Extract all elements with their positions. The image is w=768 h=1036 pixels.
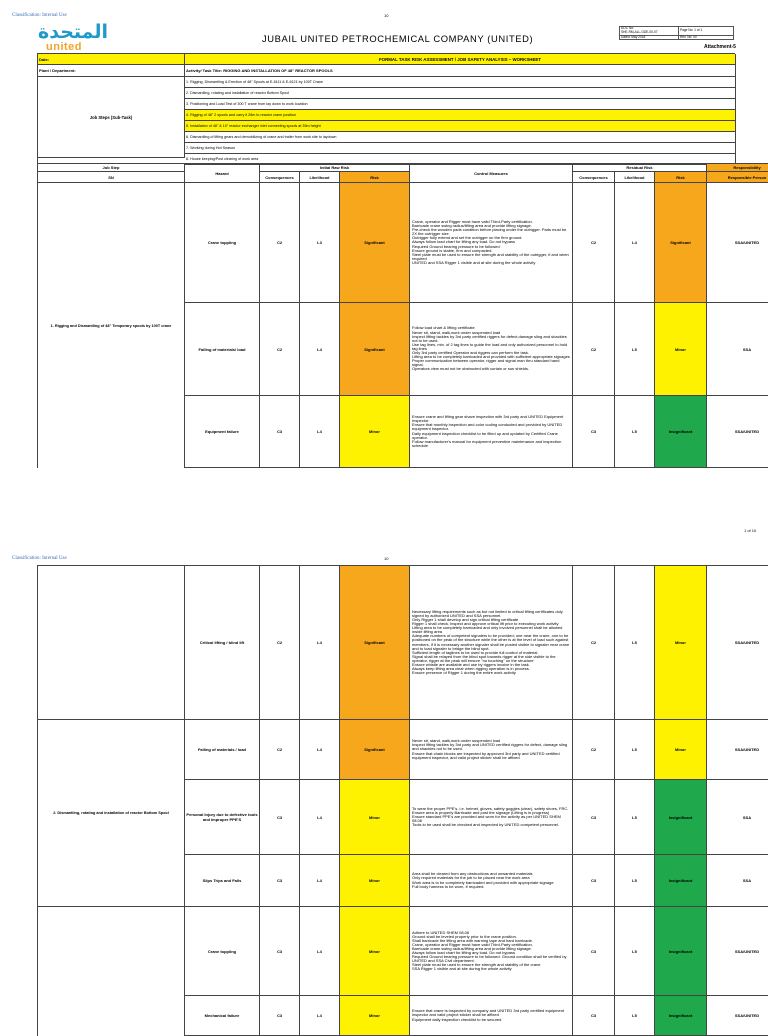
residual-likelihood-cell: L5 [615, 907, 655, 996]
classification-label-page-2: Classification: Internal Use [12, 556, 67, 561]
page-marker: 10 [384, 13, 389, 18]
doc-number: DOC No: SHE-RM-ALL-GDE-00-07 [620, 27, 679, 36]
residual-risk-cell: Significant [655, 183, 707, 303]
residual-likelihood-cell: L5 [615, 996, 655, 1036]
consequence-cell: C3 [260, 780, 300, 855]
logo-arabic-text: المتحدة [38, 21, 109, 43]
header-consequences: Consequences [260, 172, 300, 183]
control-measures-text: To wear the proper PPE's. i.e. helmet, gloves, safety goggles (clear), safety shoes, FRC. Ensure area is properly Barricade and post the signage (Lifting is in progress) Ensure standard PPE's are provided and worn for the activity as per UNITED SHEM 08.06 Tools to be used shall be checked and inspected by UNITED competent personnel. [412, 805, 569, 828]
page-count: 1 of 10 [744, 528, 757, 533]
doc-revision: Rev. No: 00 [679, 35, 734, 40]
residual-consequence-cell: C3 [573, 780, 615, 855]
company-logo [38, 21, 109, 53]
likelihood-cell: L4 [300, 855, 340, 907]
worksheet-header [37, 53, 735, 165]
likelihood-cell: L4 [300, 396, 340, 468]
residual-consequence-cell: C2 [573, 303, 615, 396]
control-measures-text: Area shall be cleared from any obstructions and unwanted materials Only required materials for the job to be placed near the work area Work area is to be completely barricaded and provided with appropriate signage Full body harness to be worn, if required. [412, 871, 554, 889]
residual-consequence-cell: C3 [573, 396, 615, 468]
attachment-label: Attachment-5 [704, 44, 736, 50]
header-residual-likelihood: Likelihood [615, 172, 655, 183]
company-name: JUBAIL UNITED PETROCHEMICAL COMPANY (UNITED) [262, 33, 534, 44]
likelihood-cell: L4 [300, 780, 340, 855]
page-number: Page No: 1 of 1 [679, 27, 734, 36]
likelihood-cell: L4 [300, 996, 340, 1036]
task-title: Activity/ Task Title: RIGGING AND INSTALLATION OF 48" REACTOR SPOOLS [185, 65, 736, 77]
residual-consequence-cell: C2 [573, 566, 615, 720]
residual-consequence-cell: C3 [573, 907, 615, 996]
doc-info-box [619, 26, 734, 40]
job-step-2-label: 2. Dismantling, rotating and installation of reactor Bottom Spool [38, 720, 185, 907]
residual-likelihood-cell: L5 [615, 303, 655, 396]
job-steps-list [185, 77, 736, 165]
logo-english-text: united [46, 41, 82, 53]
date-label: Date: [38, 54, 185, 65]
control-measures-cell [410, 780, 573, 855]
residual-risk-cell: Insignificant [655, 396, 707, 468]
consequence-cell: C3 [260, 855, 300, 907]
consequence-cell: C2 [260, 183, 300, 303]
residual-risk-cell: Insignificant [655, 907, 707, 996]
risk-cell: Minor [340, 396, 410, 468]
job-step-item: 4. Rigging of 48" 2 spools and carry it 28m to reactor crane position [185, 110, 735, 121]
hazard-cell: Personal Injury due to defective tools and improper PPE'S [185, 780, 260, 855]
job-step-item: 2. Dismantling, rotating and installation of reactor Bottom Spool [185, 88, 735, 99]
responsible-person-cell: SSA/UNITED [707, 396, 768, 468]
hazard-cell: Equipment failure [185, 396, 260, 468]
header-residual-risk: Residual Risk [573, 164, 707, 172]
risk-cell: Significant [340, 720, 410, 780]
consequence-cell: C3 [260, 996, 300, 1036]
residual-risk-cell: Insignificant [655, 855, 707, 907]
control-measures-cell [410, 907, 573, 996]
control-measures-text: Ensure crane and lifting gear shave inspection with 3rd party and UNITED Equipment Inspector. Ensure that monthly inspection and color coding conducted and provided by UNITED equipment inspector. Daily equipment inspection checklist to be filled up and updated by Certified Crane operator. Follow manufacturer's manual for equipment preventive maintenance and inspection schedule [412, 414, 564, 448]
header-residual-risk-level: Risk [655, 172, 707, 183]
hazard-cell: Slips Trips and Falls [185, 855, 260, 907]
hazard-cell: Falling of materials / load [185, 720, 260, 780]
residual-consequence-cell: C3 [573, 855, 615, 907]
residual-risk-cell: Insignificant [655, 780, 707, 855]
consequence-cell: C3 [260, 396, 300, 468]
residual-risk-cell: Minor [655, 566, 707, 720]
header-job-step: Job Step [38, 164, 185, 172]
classification-label: Classification: Internal Use [12, 13, 67, 18]
job-step-item: 6. Dismantling of lifting gears and demobilizing of crane and trailer from work site to laydown [185, 132, 735, 143]
likelihood-cell: L3 [300, 183, 340, 303]
control-measures-cell [410, 183, 573, 303]
risk-cell: Minor [340, 855, 410, 907]
header-initial-raw-risk: Initial Raw Risk [260, 164, 410, 172]
risk-cell: Minor [340, 907, 410, 996]
residual-consequence-cell: C2 [573, 183, 615, 303]
risk-table-page-1 [37, 163, 768, 468]
consequence-cell: C3 [260, 907, 300, 996]
residual-risk-cell: Minor [655, 720, 707, 780]
control-measures-cell [410, 996, 573, 1036]
control-measures-text: Necessary lifting requirements such as but not limited to critical lifting certificates duly signed by authorized UNITED and SSA personnel. Only Rigger 1 shall develop and sign critical lifting certificate Rigger 1 shall check, inspect and approve critical lift prior to executing work activity Lifting area to be completely barricaded and only involved personnel shall be allowed inside lifting area Adequate numbers of competent signalers to be provided; one near the crane, one to be positioned on the peak of the structure while the other is at the level of load such against members, if it is necessary another signaler shall be posted visible to signaler near crane and to load signaler to bridge the blind spot. Sufficient length of taglines to be used to provide full control of material Signal shall be relayed from the blind spot towards rigger at the side visible to the operator, rigger at the peak will ensure "no touching" on the structure Ensure whistle are available and use by riggers involve in the task Always keep lifting area clear when rigging operation is in process. Ensure presence of Rigger 1 during the entire work activity [412, 608, 570, 676]
risk-cell: Significant [340, 183, 410, 303]
residual-risk-cell: Minor [655, 303, 707, 396]
risk-cell: Significant [340, 566, 410, 720]
residual-consequence-cell: C3 [573, 996, 615, 1036]
job-step-item: 7. Working during Hot Season [185, 143, 735, 154]
residual-likelihood-cell: L5 [615, 855, 655, 907]
header-likelihood: Likelihood [300, 172, 340, 183]
risk-cell: Minor [340, 780, 410, 855]
responsible-person-cell: SSA/UNITED [707, 907, 768, 996]
residual-likelihood-cell: L5 [615, 780, 655, 855]
residual-likelihood-cell: L5 [615, 396, 655, 468]
control-measures-text: Ensure that crane is inspected by company and UNITED 3rd party certified equipment inspector and valid project sticker shall be affixed Equipment daily inspection checklist to be secured [412, 1008, 565, 1022]
job-step-item: 8. House keeping/Post clearing of work area [186, 157, 259, 161]
responsible-person-cell: SSA/UNITED [707, 996, 768, 1036]
control-measures-text: Never sit, stand, walk,work under suspended load Inspect lifting tackles by 3rd party and UNITED certified riggers for defect, damage sling and shackles not to be used. Ensure that chain blocks are inspected by approved 3rd party and UNITED certified equipment inspector, and valid project sticker shall be affixed [412, 738, 568, 760]
consequence-cell: C2 [260, 720, 300, 780]
job-step-item: 1. Rigging, Dismantling & Erection of 48" Spools at E-6111 & E-6121 by 100T Crane [185, 77, 735, 88]
job-steps-label: Job Steps (Sub-Task) [38, 77, 185, 158]
control-measures-cell [410, 855, 573, 907]
page-marker-page-2: 10 [384, 556, 389, 561]
job-step-item: 5. Installation of 48" & 10" reactor exchanger inlet connecting spools at 35m height [185, 121, 735, 132]
likelihood-cell: L4 [300, 303, 340, 396]
responsible-person-cell: SSA [707, 780, 768, 855]
header-risk: Risk [340, 172, 410, 183]
residual-risk-cell: Insignificant [655, 996, 707, 1036]
residual-consequence-cell: C2 [573, 720, 615, 780]
likelihood-cell: L4 [300, 720, 340, 780]
control-measures-cell [410, 566, 573, 720]
control-measures-cell [410, 720, 573, 780]
hazard-cell: Mechanical failure [185, 996, 260, 1036]
header-control-measures: Control Measures [410, 164, 573, 183]
header-hazard: Hazard [185, 164, 260, 183]
responsible-person-cell: SSA [707, 303, 768, 396]
residual-likelihood-cell: L5 [615, 720, 655, 780]
risk-table-page-2 [37, 565, 768, 1036]
job-step-2-continued [38, 907, 185, 1036]
hazard-cell: Crane toppling [185, 183, 260, 303]
responsible-person-cell: SSA/UNITED [707, 566, 768, 720]
risk-cell: Significant [340, 303, 410, 396]
control-measures-text: Crane, operator and Rigger must have valid Third-Party certification. Barricade crane swing radius/lifting area and provide lifting signage. Pre-check the wooden pads condition before placing under the outrigger. Pads must be 2X the outrigger size Outrigger fully extend and set the outrigger on the firm ground. Always follow load chart for lifting any load. Do not bypass Required Ground bearing pressure to be followed Ensure ground is stable, firm and compacted. Steel plate must be used to ensure the strength and stability of the outrigger, if and when required UNITED and SSA Rigger 1 visible and at site during the whole activity [412, 218, 569, 265]
responsible-person-cell: SSA/UNITED [707, 183, 768, 303]
consequence-cell: C2 [260, 303, 300, 396]
likelihood-cell: L4 [300, 907, 340, 996]
control-measures-cell [410, 303, 573, 396]
plant-department-label: Plant / Department: [38, 65, 185, 77]
form-title: FORMAL TASK RISK ASSESSMENT / JOB SAFETY ANALYSIS – WORKSHEET [185, 54, 736, 65]
responsible-person-cell: SSA [707, 855, 768, 907]
residual-likelihood-cell: L4 [615, 183, 655, 303]
job-step-item: 3. Positioning and Load Test of 300 T crane from lay down to work location [185, 99, 735, 110]
header-residual-consequences: Consequences [573, 172, 615, 183]
control-measures-text: Adhere to UNITED SHEM 08.06 Ground shall be leveled properly prior to the crane position. Shall barricade the lifting area with warning tape and hard barricade. Crane, operator and Rigger must have valid Third-Party certification. Barricade crane swing radius/lifting area and provide lifting signage. Always follow load chart for lifting any load. Do not bypass Required Ground bearing pressure to be followed. Ground condition shall be verified by UNITED and SSA Civil department. Steel plate must be used to ensure the strength and stability of the crane SSA Rigger 1 visible and at site during the whole activity [412, 929, 567, 972]
job-step-1-label: 1. Rigging and Dismantling of 48" Temporary spools by 100T crane [38, 183, 185, 468]
control-measures-cell [410, 396, 573, 468]
responsible-person-cell: SSA/UNITED [707, 720, 768, 780]
consequence-cell: C2 [260, 566, 300, 720]
header-responsible-person: Responsible Person [707, 172, 768, 183]
header-sn: SN [38, 172, 185, 183]
hazard-cell: Critical lifting / blind lift [185, 566, 260, 720]
likelihood-cell: L4 [300, 566, 340, 720]
doc-date: Dated: May 2018 [620, 35, 679, 40]
residual-likelihood-cell: L5 [615, 566, 655, 720]
hazard-cell: Crane toppling [185, 907, 260, 996]
header-responsibility: Responsibility [707, 164, 768, 172]
control-measures-text: Follow load chart & lifting certificate Never sit, stand, walk,work under suspended load Inspect lifting tackles by 3rd party certified riggers for defect,damage sling and shackles not to be used. Use tag lines, min. of 2 tag lines to guide the load and only authorized personnel to hold tag lines Only 3rd party certified Operator and riggers can perform the task. Lifting area to be completely barricaded and provided with sufficient appropriate signages Proper communication between operator, rigger and signal man thru standard hand signal. Operators view must not be obstructed with curtain or sun shields. [412, 325, 570, 372]
hazard-cell: Falling of materials/ load [185, 303, 260, 396]
job-step-1-continued [38, 566, 185, 720]
risk-cell: Minor [340, 996, 410, 1036]
